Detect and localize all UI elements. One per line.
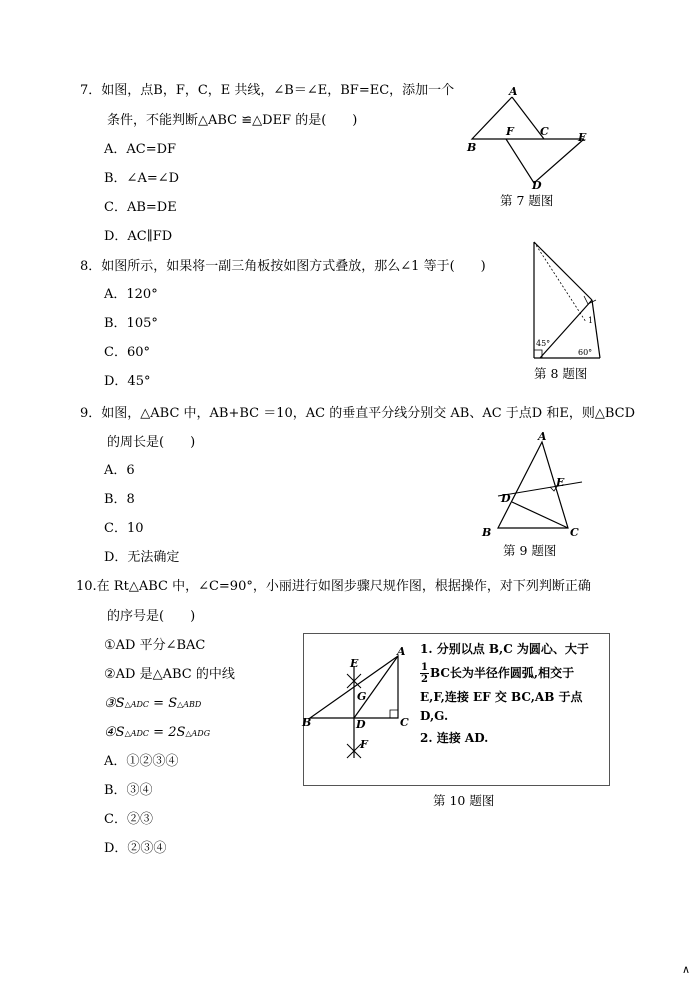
q8-caption: 第 8 题图 <box>534 366 588 381</box>
q10-step-line2: $\frac{1}{2}$ BC长为半径作圆弧,相交于 <box>421 662 575 685</box>
q10-label-g: G <box>357 690 367 703</box>
q10-step-line4: D,G. <box>420 709 449 723</box>
q10-step-line5: 2. 连接 AD. <box>420 731 489 745</box>
q8-angle-1: 1 <box>588 316 594 325</box>
q10-step-line3: E,F,连接 EF 交 BC,AB 于点 <box>420 690 583 704</box>
q10-label-e: E <box>350 657 359 670</box>
q10-option-a: A．①②③④ <box>104 754 179 769</box>
q9-option-c: C．10 <box>104 521 144 536</box>
q10-figure <box>300 642 420 767</box>
q10-label-c: C <box>400 716 409 729</box>
q8-option-b: B．105° <box>104 316 158 331</box>
q8-option-a: A．120° <box>104 287 158 302</box>
q10-caption: 第 10 题图 <box>433 793 495 808</box>
q10-option-b: B．③④ <box>104 783 153 798</box>
q10-item-2: ②AD 是△ABC 的中线 <box>104 667 235 682</box>
q7-option-c: C．AB=DE <box>104 200 177 215</box>
q8-option-d: D．45° <box>104 374 151 389</box>
q7-label-b: B <box>467 141 477 154</box>
q10-construction-steps <box>420 640 606 748</box>
q9-option-d: D．无法确定 <box>104 550 180 565</box>
q7-option-b: B．∠A=∠D <box>104 171 180 186</box>
q9-label-a: A <box>538 430 547 443</box>
q10-step-line1: 1. 分别以点 B,C 为圆心、大于 <box>420 642 589 656</box>
q9-figure <box>478 432 588 540</box>
q8-angle-60: 60° <box>578 348 593 357</box>
q9-label-b: B <box>482 526 492 539</box>
q7-option-d: D．AC∥FD <box>104 229 173 244</box>
q7-option-a: A．AC=DF <box>104 142 177 157</box>
q8-figure <box>528 238 608 363</box>
q10-item-3: ③S△ADC = S△ABD <box>104 696 202 711</box>
q9-option-b: B．8 <box>104 492 135 507</box>
q10-label-b: B <box>302 716 312 729</box>
q10-label-d: D <box>356 718 366 731</box>
q10-item-1: ①AD 平分∠BAC <box>104 638 206 653</box>
page-corner-mark: ∧ <box>682 963 691 976</box>
q7-stem-line2: 条件，不能判断△ABC ≌△DEF 的是( ) <box>107 113 358 128</box>
q9-label-c: C <box>570 526 579 539</box>
q10-stem-line1: 10.在 Rt△ABC 中，∠C=90°，小丽进行如图步骤尺规作图，根据操作，对下列判断正确 <box>76 579 591 594</box>
q7-stem-line1: 7．如图，点B，F，C，E 共线，∠B＝∠E，BF=EC，添加一个 <box>80 83 455 98</box>
q9-label-e: E <box>556 476 565 489</box>
q10-label-a: A <box>397 645 406 658</box>
q7-label-c: C <box>540 125 549 138</box>
q9-stem-line1: 9．如图，△ABC 中，AB+BC ＝10，AC 的垂直平分线分别交 AB、AC 于点D 和E，则△BCD <box>80 406 635 421</box>
q8-stem: 8．如图所示，如果将一副三角板按如图方式叠放，那么∠1 等于( ) <box>80 259 486 274</box>
q10-option-d: D．②③④ <box>104 841 167 856</box>
q7-label-e: E <box>578 131 587 144</box>
q7-label-d: D <box>532 179 542 192</box>
q9-label-d: D <box>501 492 511 505</box>
q10-option-c: C．②③ <box>104 812 153 827</box>
q9-stem-line2: 的周长是( ) <box>107 435 196 450</box>
q10-stem-line2: 的序号是( ) <box>107 609 196 624</box>
q7-caption: 第 7 题图 <box>500 193 554 208</box>
q9-option-a: A．6 <box>104 463 135 478</box>
q8-option-c: C．60° <box>104 345 150 360</box>
q7-label-a: A <box>509 85 518 98</box>
q9-caption: 第 9 题图 <box>503 543 557 558</box>
q7-figure <box>460 85 600 190</box>
q8-angle-45: 45° <box>536 339 551 348</box>
q10-item-4: ④S△ADC = 2S△ADG <box>104 725 211 740</box>
q7-label-f: F <box>506 125 514 138</box>
q10-label-f: F <box>360 738 368 751</box>
